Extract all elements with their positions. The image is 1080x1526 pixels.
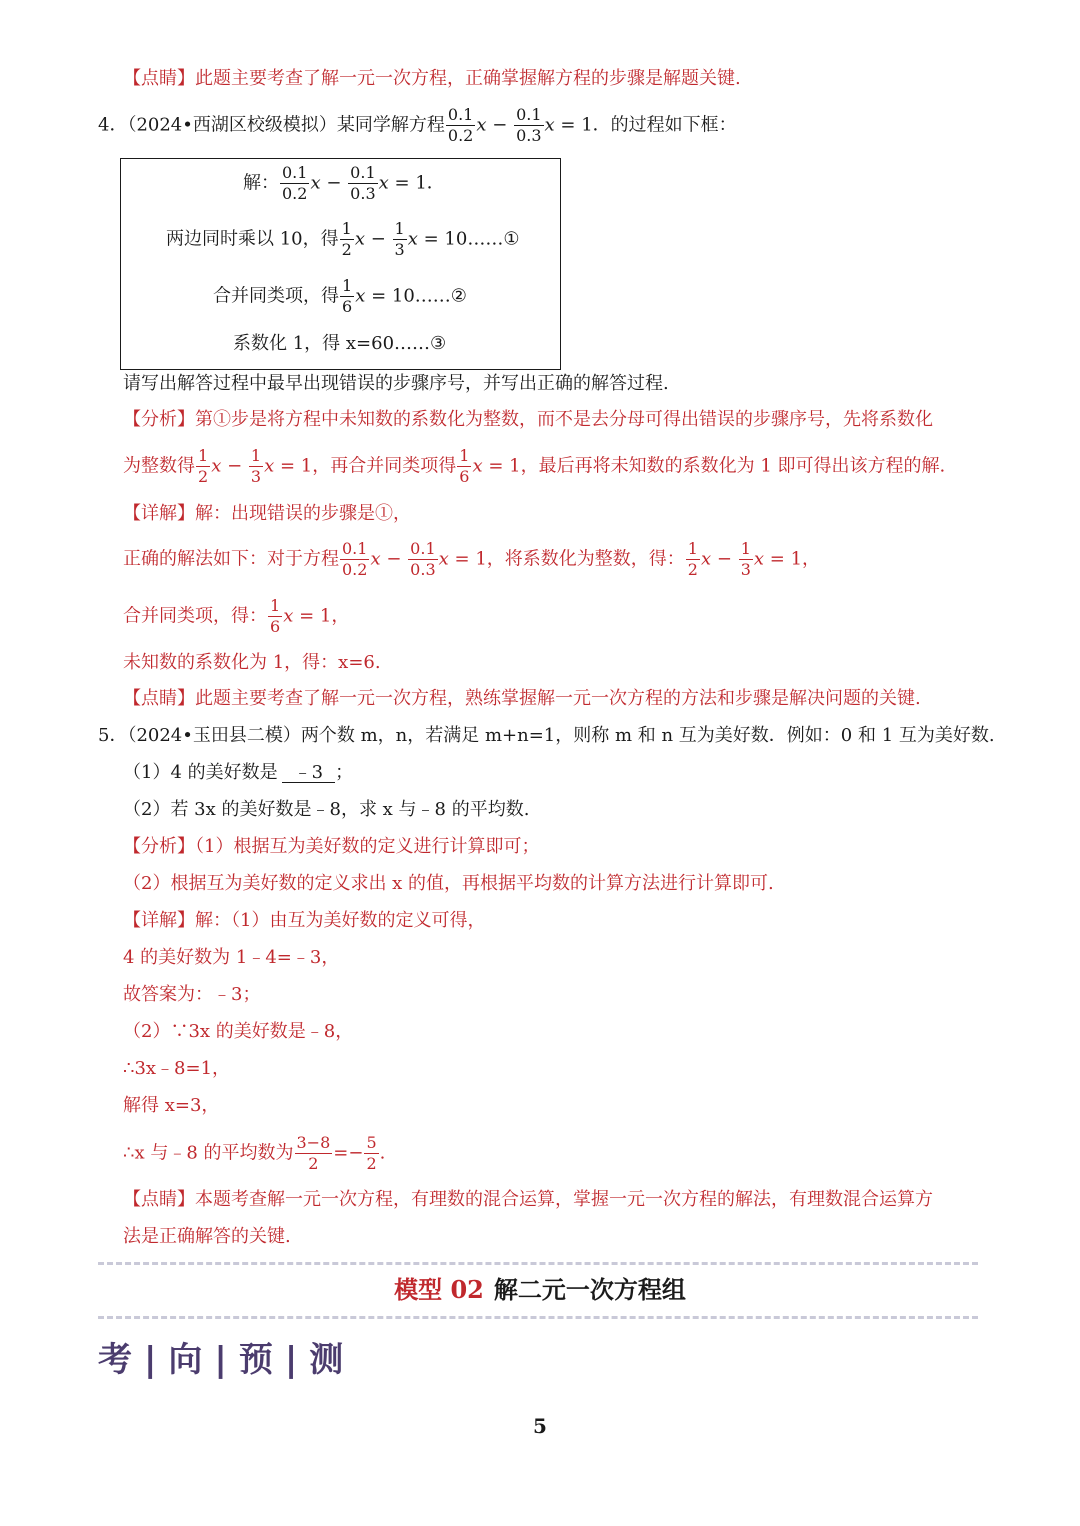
section-heading [0,1270,1080,1305]
detail-5-line-7: ∴x 与﹣8 的平均数为 $\frac{3-8}{2}$ =− $\frac{5}{2}$ . [123,1133,386,1173]
analysis-5-line-2: （2）根据互为美好数的定义求出 x 的值，再根据平均数的计算方法进行计算即可. [123,873,774,894]
box-line-4: 系数化 1，得 x=60……③ [233,333,447,354]
analysis-line-2: 为整数得 $\frac{1}{2}$ x − $\frac{1}{3}$ x = 1，再合并同类项得 $\frac{1}{6}$ x = 1，最后再将未知数的系数化为 1 即可得出该方程的解. [123,446,946,486]
tip-5-line-1: 【点睛】本题考查解一元一次方程，有理数的混合运算，掌握一元一次方程的解法，有理数混合运算方 [123,1189,933,1210]
tip-line-4: 【点睛】此题主要考查了解一元一次方程，熟练掌握解一元一次方程的方法和步骤是解决问题的关键. [123,688,921,709]
fraction: $\frac{0.1}{0.3}$ [516,105,542,145]
forecast-char-4: 测 [309,1340,346,1380]
box-line-1: 解： $\frac{0.1}{0.2}$ x − $\frac{0.1}{0.3}$ x = 1． [243,163,445,203]
fraction: $\frac{0.1}{0.2}$ [447,105,474,145]
forecast-char-3: 预 [238,1340,275,1380]
analysis-5-line-1: 【分析】（1）根据互为美好数的定义进行计算即可； [123,836,540,857]
analysis-line-1: 【分析】第①步是将方程中未知数的系数化为整数，而不是去分母可得出错误的步骤序号，先将系数化 [123,409,933,430]
detail-5-line-2: 4 的美好数为 1﹣4=﹣3， [123,947,340,968]
question-5: 5．（2024•玉田县二模）两个数 m，n，若满足 m+n=1，则称 m 和 n 互为美好数．例如：0 和 1 互为美好数. [98,725,995,746]
box-line-2: 两边同时乘以 10，得 $\frac{1}{2}$ x − $\frac{1}{3}$ x = 10……① [166,219,520,259]
box-line-3: 合并同类项，得 $\frac{1}{6}$ x = 10……② [213,276,467,316]
section-tag: 模型 02 [394,1275,484,1304]
divider-top [98,1262,978,1265]
tip-5-line-2: 法是正确解答的关键. [123,1226,291,1247]
forecast-heading: 考 | 向 | 预 | 测 [98,1340,346,1380]
detail-5-line-3: 故答案为：﹣3； [123,984,261,1005]
detail-line-1: 【详解】解：出现错误的步骤是①， [123,503,411,524]
detail-5-line-4: （2）∵3x 的美好数是﹣8， [123,1021,354,1042]
detail-line-3: 合并同类项，得： $\frac{1}{6}$ x = 1， [123,596,350,636]
section-title: 解二元一次方程组 [493,1275,686,1304]
detail-5-line-5: ∴3x﹣8=1， [123,1058,231,1079]
page-number: 5 [533,1414,547,1438]
detail-line-2: 正确的解法如下：对于方程 $\frac{0.1}{0.2}$ x − $\frac{0.1}{0.3}$ x = 1，将系数化为整数，得： $\frac{1}{2}$ x − $\frac{1}{3}$ x = 1， [123,539,821,579]
question-4-ask: 请写出解答过程中最早出现错误的步骤序号，并写出正确的解答过程. [123,373,669,394]
question-4: 4．（2024•西湖区校级模拟）某同学解方程 $\frac{0.1}{0.2}$ x − $\frac{0.1}{0.3}$ x = 1．的过程如下框： [98,105,737,145]
question-5-part-2: （2）若 3x 的美好数是﹣8，求 x 与﹣8 的平均数. [123,799,530,820]
solution-box [120,158,561,370]
detail-line-4: 未知数的系数化为 1，得：x=6. [123,652,381,673]
divider-bottom [98,1316,978,1319]
question-4-text: 4．（2024•西湖区校级模拟）某同学解方程 [98,114,445,136]
answer-blank: ﹣3 [282,764,335,783]
tip-line: 【点睛】此题主要考查了解一元一次方程，正确掌握解方程的步骤是解题关键. [123,68,741,89]
forecast-char-2: 向 [168,1340,205,1380]
detail-5-line-1: 【详解】解：（1）由互为美好数的定义可得， [123,910,486,931]
question-5-part-1: （1）4 的美好数是 ﹣3 ； [123,762,354,783]
forecast-char-1: 考 [98,1340,134,1380]
detail-5-line-6: 解得 x=3， [123,1095,220,1116]
